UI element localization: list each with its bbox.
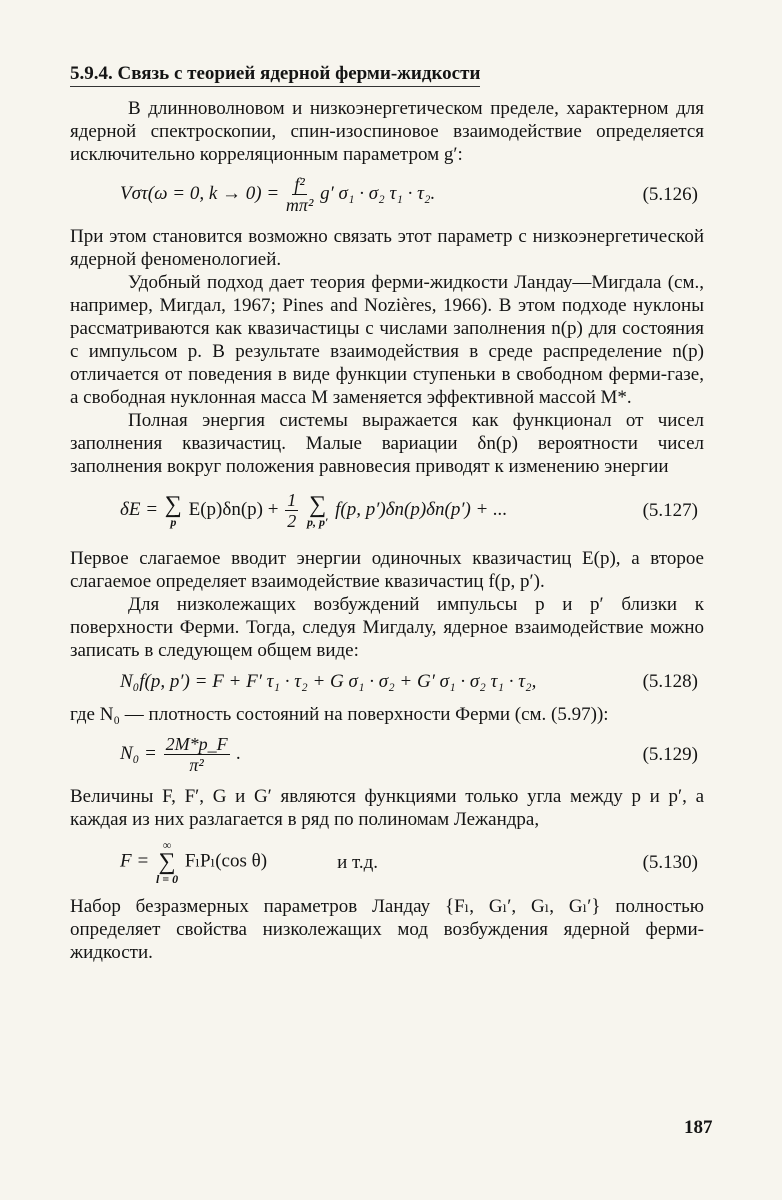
eq126-rhs: g′ σ₁ · σ₂ τ₁ · τ₂. — [320, 182, 436, 204]
equation-5-128-formula: N₀f(p, p′) = F + F′ τ₁ · τ₂ + G σ₁ · σ₂ + G′ σ₁ · σ₂ τ₁ · τ₂, — [120, 671, 537, 692]
equation-5-130-body — [70, 839, 643, 885]
paragraph-3: Удобный подход дает теория ферми-жидкости Ландау—Мигдала (см., например, Мигдал, 1967; Pines and Nozières, 1966). В этом подходе нуклоны рассматриваются как квазичастицы с числами заполнения n(p) для состояния с импульсом p. В результате взаимодействия в среде распределение n(p) отличается от поведения в виде функции ступеньки в свободном ферми-газе, а свободная нуклонная масса M заменяется эффективной массой M*. — [70, 272, 704, 408]
eq130-sum — [156, 839, 178, 885]
page-number: 187 — [684, 1117, 713, 1138]
equation-5-127 — [70, 490, 704, 531]
eq130-rhs: FₗPₗ(cos θ) — [184, 850, 268, 872]
paragraph-1: В длинноволновом и низкоэнергетическом пределе, характерном для ядерной спектроскопии, спин-изоспиновое взаимодействие определяется исключительно корреляционным параметром g′: — [70, 98, 704, 165]
equation-5-129-formula — [70, 734, 241, 775]
equation-5-130 — [70, 839, 704, 885]
eq127-term-2: f(p, p′)δn(p)δn(p′) + ... — [335, 498, 508, 520]
equation-5-128 — [70, 670, 704, 693]
equation-5-130-formula — [70, 839, 267, 885]
eq130-sum-top: ∞ — [162, 838, 172, 852]
equation-5-126-formula — [70, 174, 435, 215]
eq127-lhs: δE = — [120, 498, 163, 520]
eq130-middle-text: и т.д. — [337, 851, 379, 873]
eq127-term-1: E(p)δn(p) + — [188, 498, 284, 520]
sum-symbol-icon: ∑ — [309, 491, 327, 518]
eq127-sum-2-limit: p, p′ — [306, 514, 329, 529]
eq129-frac-num: 2M*p_F — [165, 734, 228, 754]
equation-5-126 — [70, 174, 704, 215]
page-body — [70, 62, 704, 964]
eq130-sum-bottom: l = 0 — [155, 872, 179, 886]
sum-symbol-icon: ∑ — [164, 491, 182, 518]
eq127-half-den: 2 — [287, 511, 297, 531]
eq129-fraction — [164, 734, 230, 775]
eq127-sum-1 — [164, 491, 182, 529]
eq129-frac-den: π² — [189, 755, 204, 775]
equation-number-5-127: (5.127) — [642, 500, 698, 521]
eq126-lhs: Vστ(ω = 0, k → 0) = — [120, 182, 284, 204]
eq126-frac-num: f² — [294, 174, 305, 194]
paragraph-5: Первое слагаемое вводит энергии одиночных квазичастиц E(p), а второе слагаемое определяет взаимодействие квазичастиц f(p, p′). — [70, 548, 704, 592]
eq129-tail: . — [236, 742, 242, 764]
eq127-half-num: 1 — [287, 490, 297, 510]
eq126-frac-den: mπ² — [285, 195, 314, 215]
equation-number-5-128: (5.128) — [642, 671, 698, 692]
eq127-sum-1-limit: p — [170, 514, 177, 529]
paragraph-8: Величины F, F′, G и G′ являются функциями только угла между p и p′, а каждая из них разлагается в ряд по полиномам Лежандра, — [70, 786, 704, 830]
eq126-fraction — [286, 174, 313, 215]
sum-symbol-icon: ∑ — [158, 849, 176, 875]
paragraph-7: где N₀ — плотность состояний на поверхности Ферми (см. (5.97)): — [70, 704, 609, 725]
paragraph-4: Полная энергия системы выражается как функционал от чисел заполнения квазичастиц. Малые вариации δn(p) вероятности чисел заполнения вокруг положения равновесия приводят к изменению энергии — [70, 410, 704, 477]
paragraph-2: При этом становится возможно связать этот параметр с низкоэнергетической ядерной феноменологией. — [70, 226, 704, 270]
equation-number-5-130: (5.130) — [642, 851, 698, 873]
eq129-lhs: N₀ = — [120, 742, 162, 764]
eq127-half — [285, 490, 298, 531]
equation-5-129 — [70, 734, 704, 775]
eq130-lhs: F = — [120, 850, 154, 872]
paragraph-6: Для низколежащих возбуждений импульсы p и p′ близки к поверхности Ферми. Тогда, следуя Мигдалу, ядерное взаимодействие можно записать в следующем общем виде: — [70, 594, 704, 661]
paragraph-9: Набор безразмерных параметров Ландау {Fₗ, Gₗ′, Gₗ, Gₗ′} полностью определяет свойства низколежащих мод возбуждения ядерной ферми-жидкости. — [70, 896, 704, 963]
eq127-sum-2 — [306, 491, 329, 529]
equation-5-127-formula — [70, 490, 507, 531]
section-heading: 5.9.4. Связь с теорией ядерной ферми-жидкости — [70, 62, 480, 87]
equation-number-5-129: (5.129) — [642, 744, 698, 765]
equation-number-5-126: (5.126) — [642, 184, 698, 205]
